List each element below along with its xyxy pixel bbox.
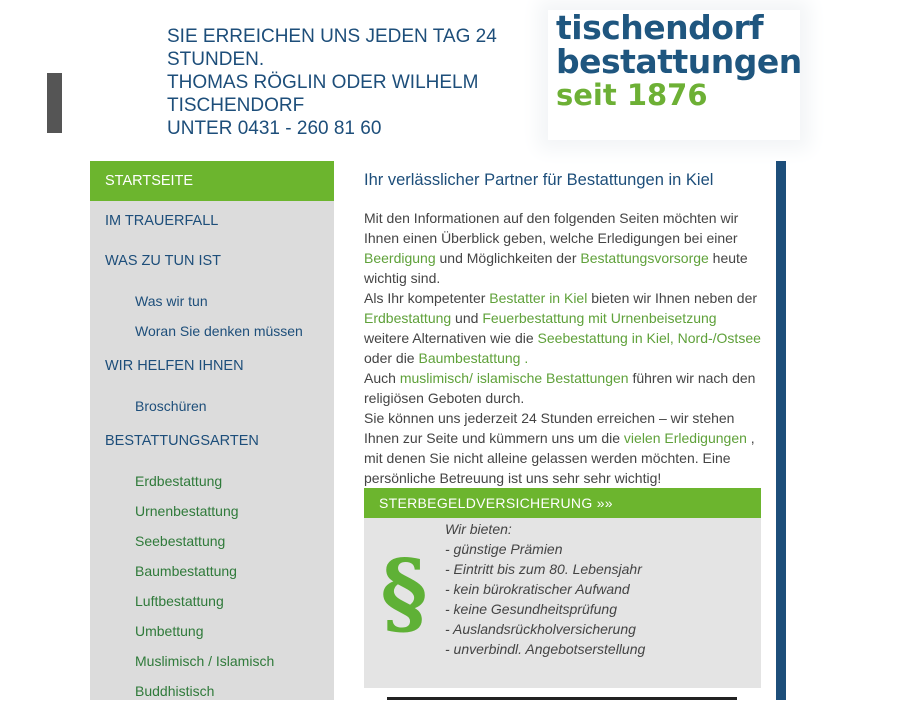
nav-subitem-urnenbestattung[interactable]: Urnenbestattung: [135, 503, 239, 519]
company-logo[interactable]: [548, 10, 800, 140]
offer-item: - günstige Prämien: [445, 541, 563, 557]
page-title: Ihr verlässlicher Partner für Bestattungen in Kiel: [364, 171, 714, 189]
link-vielen-erledigungen[interactable]: vielen Erledigungen: [623, 430, 747, 446]
text-span: weitere Alternativen wie die: [364, 330, 538, 346]
logo-line-business: bestattungen: [556, 42, 802, 81]
offer-item: - Auslandsrückholversicherung: [445, 621, 636, 637]
main-content: [364, 161, 764, 488]
offer-item: - Eintritt bis zum 80. Lebensjahr: [445, 561, 642, 577]
insurance-box: [364, 488, 761, 688]
nav-item-was-zu-tun-ist[interactable]: WAS ZU TUN IST: [105, 253, 221, 269]
nav-subitem-baumbestattung[interactable]: Baumbestattung: [135, 563, 237, 579]
text-span: oder die: [364, 350, 419, 366]
nav-subitem-muslimisch-islamisch[interactable]: Muslimisch / Islamisch: [135, 653, 275, 669]
link-baumbestattung[interactable]: Baumbestattung .: [418, 350, 529, 366]
link-erdbestattung[interactable]: Erdbestattung: [364, 310, 452, 326]
nav-subitem-broschueren[interactable]: Broschüren: [135, 398, 207, 414]
text-span: und Möglichkeiten der: [435, 250, 581, 266]
offer-item: - unverbindl. Angebotserstellung: [445, 641, 646, 657]
paragraph-icon: §: [380, 540, 428, 646]
scroll-handle[interactable]: [47, 73, 62, 133]
text-span: heute wichtig sind.: [364, 250, 748, 286]
nav-item-bestattungsarten[interactable]: BESTATTUNGSARTEN: [105, 433, 259, 449]
offer-intro: Wir bieten:: [445, 521, 512, 537]
nav-subitem-was-wir-tun[interactable]: Was wir tun: [135, 293, 208, 309]
offer-item: - kein bürokratischer Aufwand: [445, 581, 630, 597]
nav-item-im-trauerfall[interactable]: IM TRAUERFALL: [105, 213, 219, 229]
text-span: Als Ihr kompetenter: [364, 290, 490, 306]
link-bestatter-in-kiel[interactable]: Bestatter in Kiel: [489, 290, 588, 306]
intro-paragraph: [364, 208, 762, 488]
text-span: Sie können uns jederzeit 24 Stunden erreichen – wir stehen Ihnen zur Seite und kümmern uns um die: [364, 410, 735, 446]
header-line: SIE ERREICHEN UNS JEDEN TAG 24: [167, 26, 497, 47]
nav-subitem-woran-sie-denken[interactable]: Woran Sie denken müssen: [135, 323, 303, 339]
link-feuerbestattung[interactable]: Feuerbestattung mit Urnenbeisetzung: [482, 310, 717, 326]
header-line: THOMAS RÖGLIN ODER WILHELM: [167, 72, 479, 93]
header-phone: UNTER 0431 - 260 81 60: [167, 118, 382, 139]
text-span: führen wir nach den religiösen Geboten durch.: [364, 370, 756, 406]
header-line: STUNDEN.: [167, 49, 265, 70]
nav-item-wir-helfen-ihnen[interactable]: WIR HELFEN IHNEN: [105, 358, 244, 374]
text-span: bieten wir Ihnen neben der: [587, 290, 758, 306]
nav-subitem-erdbestattung[interactable]: Erdbestattung: [135, 473, 223, 489]
text-span: , mit denen Sie nicht alleine gelassen werden möchten. Eine persönliche Betreuung ist uns sehr sehr wichtig!: [364, 430, 755, 486]
nav-subitem-buddhistisch[interactable]: Buddhistisch: [135, 683, 215, 699]
logo-line-name: tischendorf: [556, 8, 764, 47]
text-span: Mit den Informationen auf den folgenden Seiten möchten wir Ihnen einen Überblick geben, welche Erledigungen bei einer: [364, 210, 739, 246]
header-line: TISCHENDORF: [167, 95, 305, 116]
link-muslimische-bestattungen[interactable]: muslimisch/ islamische Bestattungen: [399, 370, 629, 386]
right-accent-bar: [776, 161, 786, 700]
offer-item: - keine Gesundheitsprüfung: [445, 601, 617, 617]
offer-list: [445, 519, 645, 659]
nav-subitem-seebestattung[interactable]: Seebestattung: [135, 533, 226, 549]
nav-subitem-luftbestattung[interactable]: Luftbestattung: [135, 593, 224, 609]
text-span: Auch: [364, 370, 400, 386]
text-span: und: [451, 310, 483, 326]
nav-subitem-umbettung[interactable]: Umbettung: [135, 623, 204, 639]
link-beerdigung[interactable]: Beerdigung: [364, 250, 436, 266]
insurance-box-header-link[interactable]: STERBEGELDVERSICHERUNG »»: [364, 488, 761, 518]
nav-item-startseite[interactable]: STARTSEITE: [90, 161, 334, 201]
logo-line-since: seit 1876: [556, 78, 708, 112]
header-contact-info: [167, 25, 517, 140]
link-bestattungsvorsorge[interactable]: Bestattungsvorsorge: [580, 250, 709, 266]
sidebar-nav: [90, 161, 334, 700]
link-seebestattung[interactable]: Seebestattung in Kiel, Nord-/Ostsee: [537, 330, 761, 346]
